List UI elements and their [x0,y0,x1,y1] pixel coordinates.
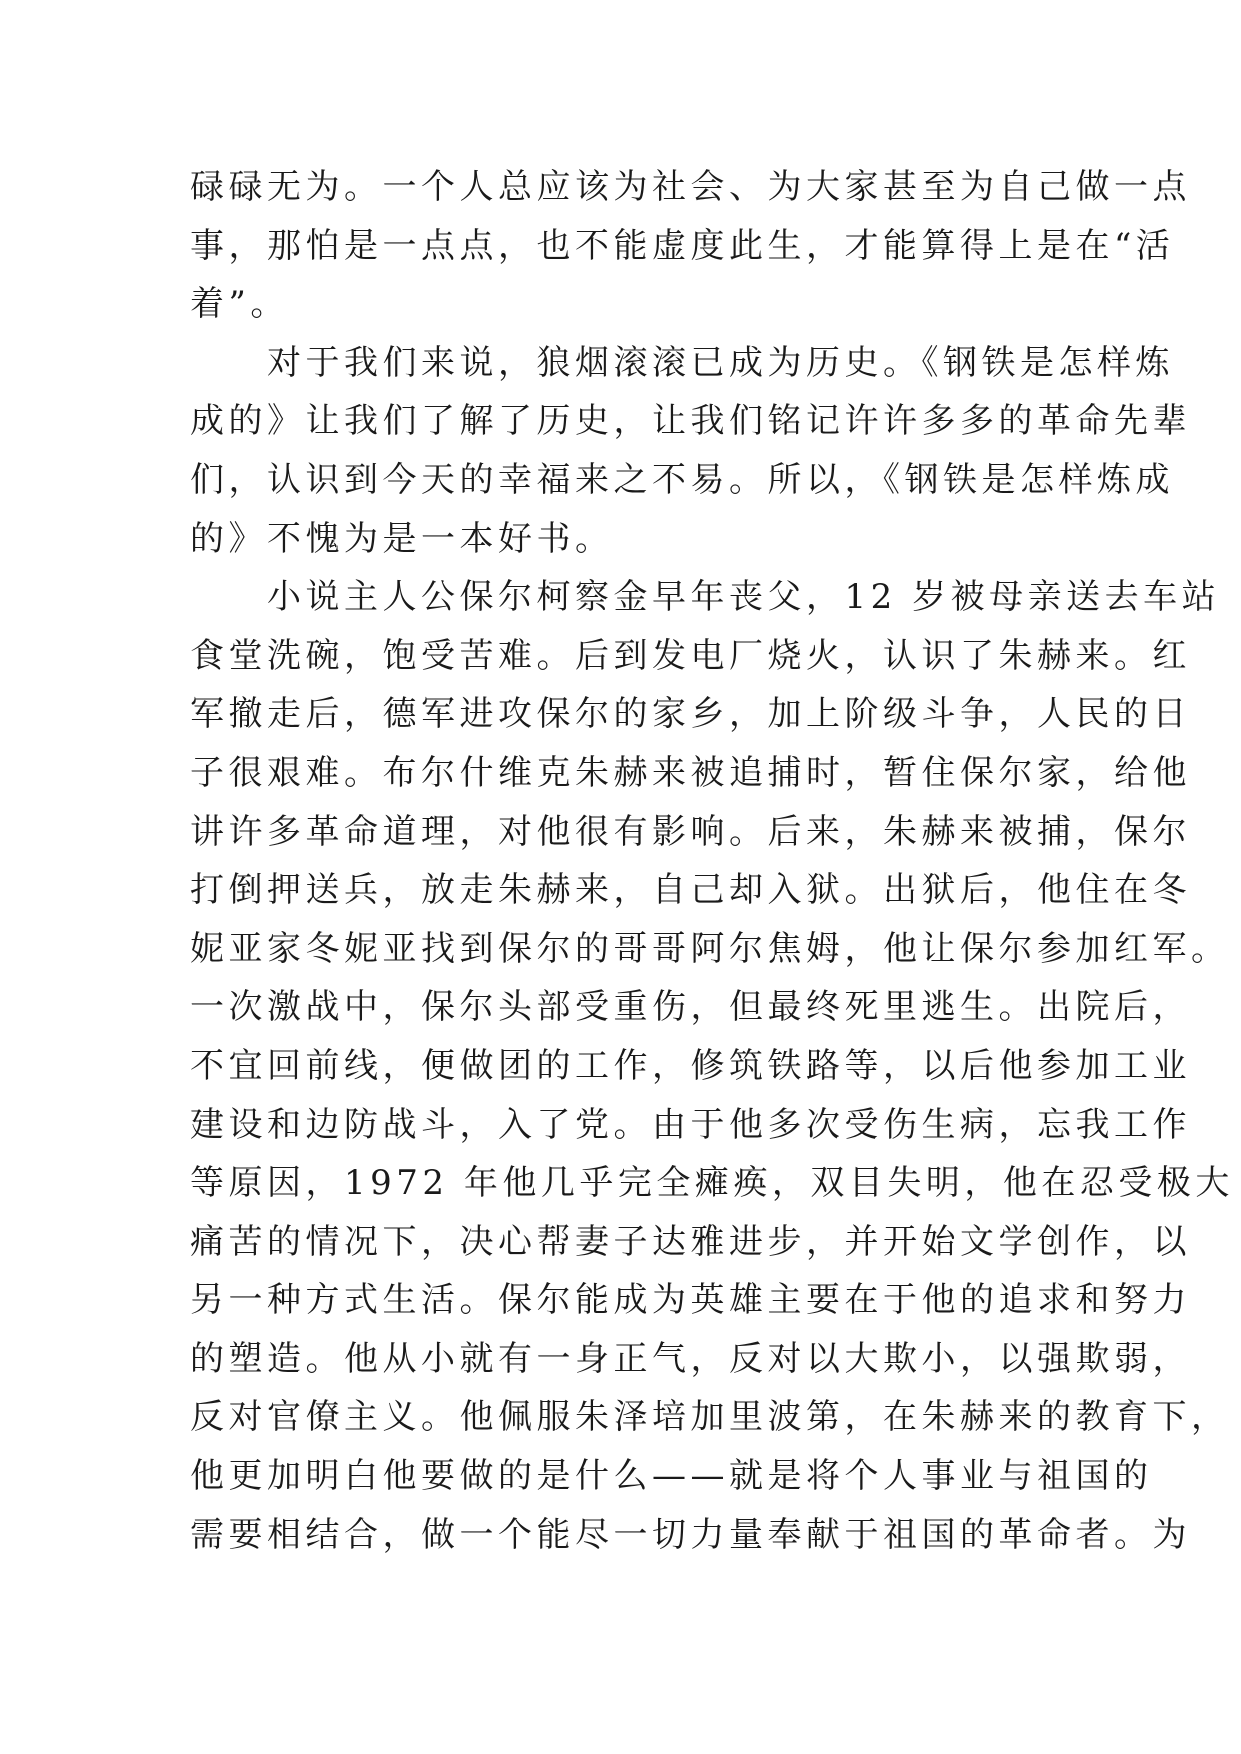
text-line: 碌碌无为。一个人总应该为社会、为大家甚至为自己做一点 [190,167,1191,207]
text-line: 需要相结合，做一个能尽一切力量奉献于祖国的革命者。为 [190,1514,1191,1555]
text-line: 妮亚家冬妮亚找到保尔的哥哥阿尔焦姆，他让保尔参加红军。 [190,928,1230,969]
text-line: 他更加明白他要做的是什么——就是将个人事业与祖国的 [190,1456,1153,1497]
text-line: 军撤走后，德军进攻保尔的家乡，加上阶级斗争，人民的日 [190,694,1191,735]
text-line: 们，认识到今天的幸福来之不易。所以，《钢铁是怎样炼成 [190,459,1174,500]
text-line: 着”。 [190,284,289,325]
text-line: 成的》让我们了解了历史，让我们铭记许许多多的革命先辈 [190,401,1191,442]
paragraph-2 [190,334,1191,568]
text-line: 反对官僚主义。他佩服朱泽培加里波第，在朱赫来的教育下， [190,1397,1230,1438]
text-line: 对于我们来说，狼烟滚滚已成为历史。《钢铁是怎样炼 [190,342,1174,383]
paragraph-1 [190,158,1191,334]
text-line: 的塑造。他从小就有一身正气，反对以大欺小，以强欺弱， [190,1338,1191,1379]
paragraph-3 [190,568,1234,1564]
text-line: 另一种方式生活。保尔能成为英雄主要在于他的追求和努力 [190,1280,1191,1321]
text-line: 小说主人公保尔柯察金早年丧父，12 岁被母亲送去车站 [190,577,1221,618]
text-line: 事，那怕是一点点，也不能虚度此生，才能算得上是在“活 [190,225,1175,266]
text-line: 讲许多革命道理，对他很有影响。后来，朱赫来被捕，保尔 [190,811,1191,852]
text-line: 建设和边防战斗，入了党。由于他多次受伤生病，忘我工作 [190,1104,1191,1145]
body-text [190,158,1234,1564]
text-line: 一次激战中，保尔头部受重伤，但最终死里逃生。出院后， [190,987,1191,1028]
text-line: 打倒押送兵，放走朱赫来，自己却入狱。出狱后，他住在冬 [190,870,1191,911]
text-line: 子很艰难。布尔什维克朱赫来被追捕时，暂住保尔家，给他 [190,752,1191,793]
text-line: 不宜回前线，便做团的工作，修筑铁路等，以后他参加工业 [190,1045,1191,1086]
text-line: 的》不愧为是一本好书。 [190,518,614,559]
text-line: 等原因，1972 年他几乎完全瘫痪，双目失明，他在忍受极大 [190,1163,1234,1204]
text-line: 食堂洗碗，饱受苦难。后到发电厂烧火，认识了朱赫来。红 [190,635,1191,676]
text-line: 痛苦的情况下，决心帮妻子达雅进步，并开始文学创作，以 [190,1221,1191,1262]
